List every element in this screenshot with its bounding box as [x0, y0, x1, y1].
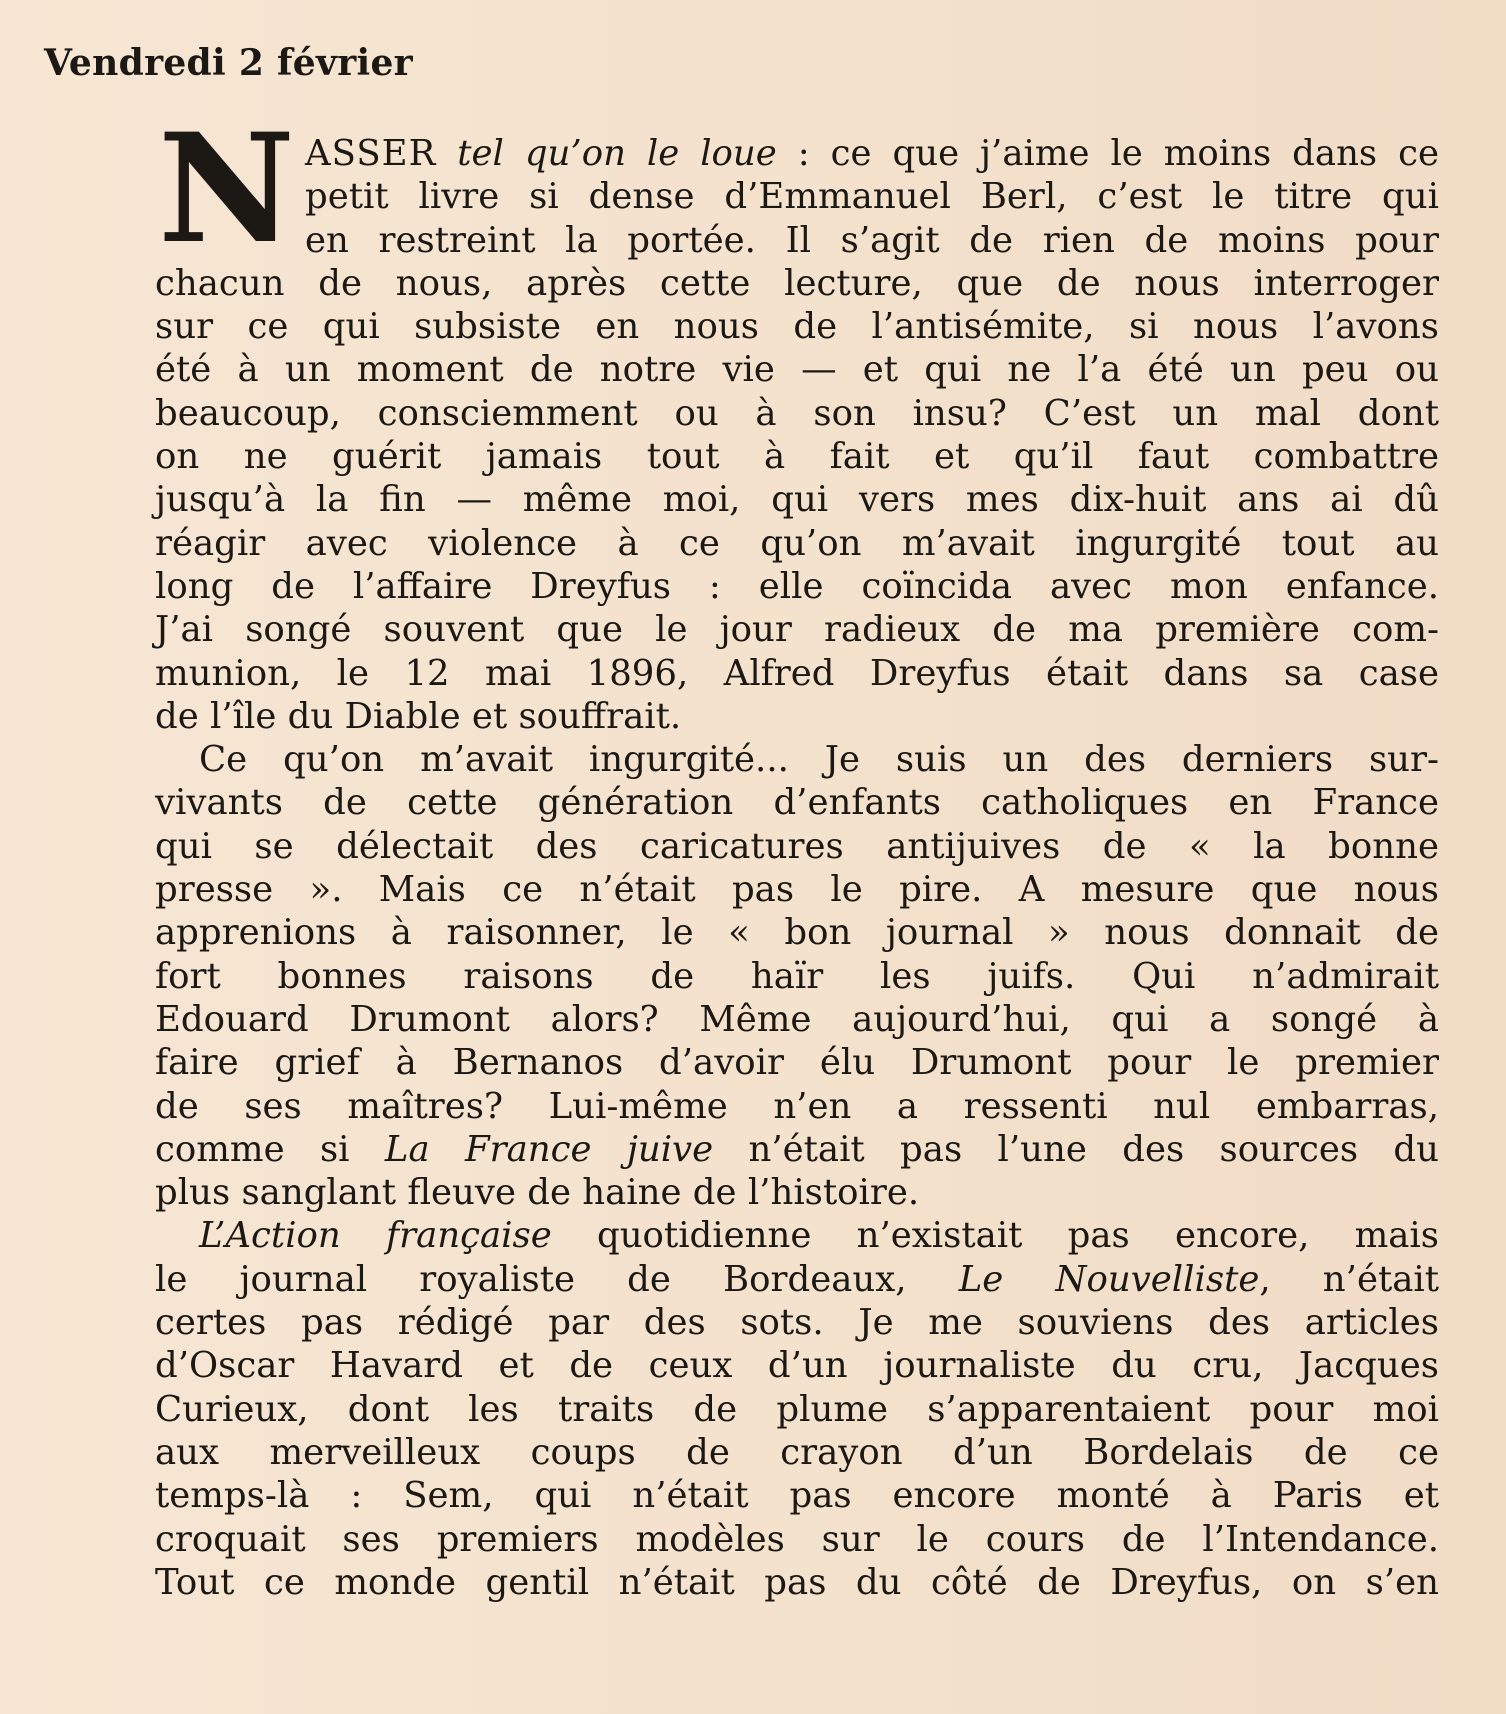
text-run: fort bonnes raisons de haïr les juifs. Qui n’admirait: [155, 955, 1439, 997]
text-line: [155, 1388, 1439, 1431]
text-line: [155, 911, 1439, 954]
text-line: [155, 1431, 1439, 1474]
drop-cap: N: [158, 101, 296, 277]
text-line: [155, 608, 1439, 651]
text-line: [155, 652, 1439, 695]
text-run: on ne guérit jamais tout à fait et qu’il faut combattre: [155, 436, 1439, 478]
text-run: Edouard Drumont alors? Même aujourd’hui, qui a songé à: [155, 998, 1439, 1040]
text-line: [155, 1041, 1439, 1084]
text-run: La France juive: [384, 1128, 714, 1170]
text-line: [155, 1214, 1439, 1257]
text-run: Ce qu’on m’avait ingurgité... Je suis un des derniers sur-: [199, 739, 1439, 781]
text-run: d’Oscar Havard et de ceux d’un journaliste du cru, Jacques: [155, 1345, 1439, 1387]
text-run: réagir avec violence à ce qu’on m’avait ingurgité tout au: [155, 522, 1439, 564]
text-run: temps-là : Sem, qui n’était pas encore monté à Paris et: [155, 1475, 1439, 1517]
text-line: [155, 738, 1439, 781]
text-line: [155, 478, 1439, 521]
text-run: de l’île du Diable et souffrait.: [155, 695, 682, 737]
text-line: [155, 781, 1439, 824]
text-run: qui se délectait des caricatures antijuives de « la bonne: [155, 825, 1439, 867]
text-run: certes pas rédigé par des sots. Je me souviens des articles: [155, 1302, 1439, 1344]
text-line: [155, 695, 1439, 738]
text-line: [305, 219, 1439, 262]
text-run: J’ai songé souvent que le jour radieux de ma première com-: [155, 609, 1439, 651]
text-line: [155, 998, 1439, 1041]
text-line: [155, 1085, 1439, 1128]
text-line: [155, 435, 1439, 478]
date-header: Vendredi 2 février: [44, 42, 413, 84]
text-run: Le Nouvelliste: [958, 1258, 1260, 1300]
text-run: été à un moment de notre vie — et qui ne l’a été un peu ou: [155, 349, 1439, 391]
text-run: chacun de nous, après cette lecture, que de nous interroger: [155, 262, 1439, 304]
text-run: , n’était: [1259, 1258, 1439, 1300]
text-run: plus sanglant fleuve de haine de l’histoire.: [155, 1172, 920, 1214]
text-line: [305, 132, 1439, 175]
body-text: [155, 132, 1439, 1604]
text-line: [155, 1518, 1439, 1561]
text-run: ASSER: [305, 133, 437, 174]
text-line: [155, 825, 1439, 868]
text-run: [436, 133, 457, 174]
text-run: apprenions à raisonner, le « bon journal » nous donnait de: [155, 912, 1439, 954]
text-line: [155, 955, 1439, 998]
text-line: [155, 1301, 1439, 1344]
text-line: [155, 1258, 1439, 1301]
text-run: L’Action française: [199, 1215, 552, 1257]
text-run: sur ce qui subsiste en nous de l’antisémite, si nous l’avons: [155, 306, 1439, 348]
text-run: munion, le 12 mai 1896, Alfred Dreyfus était dans sa case: [155, 652, 1439, 694]
text-run: en restreint la portée. Il s’agit de rien de moins pour: [305, 219, 1439, 261]
text-run: : ce que j’aime le moins dans ce: [776, 133, 1439, 174]
text-run: presse ». Mais ce n’était pas le pire. A mesure que nous: [155, 869, 1439, 911]
text-run: vivants de cette génération d’enfants catholiques en France: [155, 782, 1439, 824]
text-line: [155, 1474, 1439, 1517]
text-run: beaucoup, consciemment ou à son insu? C’est un mal dont: [155, 392, 1439, 434]
text-line: [155, 305, 1439, 348]
text-run: croquait ses premiers modèles sur le cours de l’Intendance.: [155, 1518, 1439, 1560]
text-line: [155, 1128, 1439, 1171]
text-line: [305, 175, 1439, 218]
text-run: petit livre si dense d’Emmanuel Berl, c’est le titre qui: [305, 176, 1439, 218]
text-run: faire grief à Bernanos d’avoir élu Drumont pour le premier: [155, 1042, 1439, 1084]
text-run: comme si: [155, 1128, 385, 1170]
text-line: [155, 1561, 1439, 1604]
text-run: tel qu’on le loue: [457, 133, 777, 174]
text-line: [155, 348, 1439, 391]
text-line: [155, 392, 1439, 435]
text-run: jusqu’à la fin — même moi, qui vers mes dix-huit ans ai dû: [155, 479, 1439, 521]
text-run: aux merveilleux coups de crayon d’un Bordelais de ce: [155, 1431, 1439, 1473]
text-line: [155, 1344, 1439, 1387]
text-line: [155, 868, 1439, 911]
text-run: Curieux, dont les traits de plume s’apparentaient pour moi: [155, 1388, 1439, 1430]
text-run: long de l’affaire Dreyfus : elle coïncida avec mon enfance.: [155, 565, 1439, 607]
text-line: [155, 565, 1439, 608]
text-run: n’était pas l’une des sources du: [713, 1128, 1440, 1170]
text-run: quotidienne n’existait pas encore, mais: [551, 1215, 1439, 1257]
text-line: [155, 522, 1439, 565]
text-run: Tout ce monde gentil n’était pas du côté de Dreyfus, on s’en: [155, 1561, 1439, 1603]
text-run: de ses maîtres? Lui-même n’en a ressenti nul embarras,: [155, 1085, 1439, 1127]
text-line: [155, 262, 1439, 305]
text-line: [155, 1171, 1439, 1214]
text-run: le journal royaliste de Bordeaux,: [155, 1258, 959, 1300]
